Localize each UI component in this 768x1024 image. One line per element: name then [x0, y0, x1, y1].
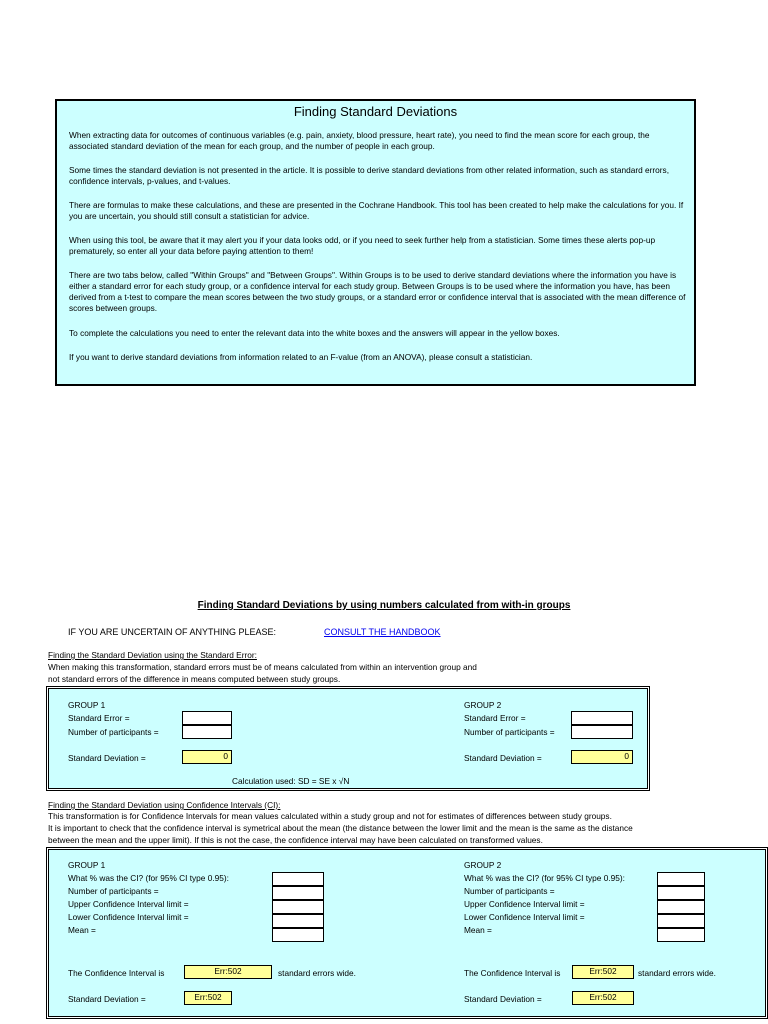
group2-title: GROUP 2	[464, 860, 502, 870]
intro-paragraph: Some times the standard deviation is not presented in the article. It is possible to derive standard deviations from other related information, such as standard errors, confidence intervals, p-values, and t-values.	[69, 165, 669, 186]
intro-title: Finding Standard Deviations	[293, 104, 458, 119]
group2-n-input[interactable]	[571, 725, 633, 739]
group2-ci-pct-input[interactable]	[657, 872, 705, 886]
group1-se-input[interactable]	[182, 711, 232, 725]
upper-ci-label: Upper Confidence Interval limit =	[464, 899, 585, 909]
group2-sd-output: Err:502	[572, 991, 634, 1005]
upper-ci-label: Upper Confidence Interval limit =	[68, 899, 189, 909]
sd-label: Standard Deviation =	[464, 994, 542, 1004]
group2-se-input[interactable]	[571, 711, 633, 725]
ci-width-suffix: standard errors wide.	[278, 968, 356, 978]
ci-note: It is important to check that the confidence interval is symetrical about the mean (the distance between the lower limit and the mean is the same as the distance	[48, 823, 633, 833]
intro-paragraph: If you want to derive standard deviations from information related to an F-value (from an ANOVA), please consult a statistician.	[69, 352, 533, 362]
ci-panel	[48, 849, 766, 1017]
sd-label: Standard Deviation =	[68, 994, 146, 1004]
sd-label: Standard Deviation =	[464, 753, 542, 763]
group2-sd-output: 0	[571, 750, 633, 764]
handbook-link[interactable]: CONSULT THE HANDBOOK	[324, 627, 441, 637]
n-label: Number of participants =	[464, 727, 555, 737]
group1-sd-output: 0	[182, 750, 232, 764]
se-label: Standard Error =	[68, 713, 130, 723]
group1-n-input[interactable]	[182, 725, 232, 739]
se-heading: Finding the Standard Deviation using the Standard Error:	[48, 650, 257, 660]
uncertain-text: IF YOU ARE UNCERTAIN OF ANYTHING PLEASE:	[68, 627, 277, 637]
group1-ci-width-output: Err:502	[184, 965, 272, 979]
ci-note: This transformation is for Confidence Intervals for mean values calculated within a study group and not for estimates of differences between study groups.	[48, 811, 612, 821]
group2-lower-input[interactable]	[657, 914, 705, 928]
intro-paragraph: When extracting data for outcomes of continuous variables (e.g. pain, anxiety, blood pressure, heart rate), you need to find the mean score for each group, the associated standard deviation of the mean for each group, and the number of people in each group.	[69, 130, 650, 151]
group1-title: GROUP 1	[68, 700, 106, 710]
group2-title: GROUP 2	[464, 700, 502, 710]
n-label: Number of participants =	[68, 727, 159, 737]
group1-mean-input[interactable]	[272, 928, 324, 942]
group2-mean-input[interactable]	[657, 928, 705, 942]
lower-ci-label: Lower Confidence Interval limit =	[464, 912, 585, 922]
ci-heading: Finding the Standard Deviation using Confidence Intervals (CI):	[48, 800, 281, 810]
lower-ci-label: Lower Confidence Interval limit =	[68, 912, 189, 922]
group1-upper-input[interactable]	[272, 900, 324, 914]
n-label: Number of participants =	[464, 886, 555, 896]
group1-sd-output: Err:502	[184, 991, 232, 1005]
group1-n-input[interactable]	[272, 886, 324, 900]
intro-paragraph: When using this tool, be aware that it may alert you if your data looks odd, or if you need to seek further help from a statistician. Some times these alerts pop-up prematurely, so enter all your data before paying attention to them!	[69, 235, 656, 256]
ci-note: between the mean and the upper limit). If this is not the case, the confidence interval may have been calculated on transformed values.	[48, 835, 543, 845]
group2-n-input[interactable]	[657, 886, 705, 900]
group2-ci-width-output: Err:502	[572, 965, 634, 979]
se-note: not standard errors of the difference in means computed between study groups.	[48, 674, 341, 684]
sd-label: Standard Deviation =	[68, 753, 146, 763]
intro-panel	[55, 99, 696, 386]
calculation-formula: Calculation used: SD = SE x √N	[232, 776, 350, 786]
intro-paragraph: There are two tabs below, called "Within Groups" and "Between Groups". Within Groups is to be used to derive standard deviations where the information you have is either a standard error for each study group, or a confidence interval for each study group. Between Groups is to be used where the information you have, has been derived from a t-test to compare the mean scores between the two study groups, or a standard error or confidence interval that is associated with the mean difference of scores between groups.	[69, 270, 686, 313]
n-label: Number of participants =	[68, 886, 159, 896]
mean-label: Mean =	[464, 925, 492, 935]
group1-ci-pct-input[interactable]	[272, 872, 324, 886]
group1-title: GROUP 1	[68, 860, 106, 870]
ci-width-label: The Confidence Interval is	[464, 968, 561, 978]
section-title: Finding Standard Deviations by using numbers calculated from with-in groups	[197, 600, 571, 611]
se-label: Standard Error =	[464, 713, 526, 723]
ci-width-label: The Confidence Interval is	[68, 968, 165, 978]
intro-paragraph: To complete the calculations you need to enter the relevant data into the white boxes and the answers will appear in the yellow boxes.	[69, 328, 560, 338]
group2-upper-input[interactable]	[657, 900, 705, 914]
group1-lower-input[interactable]	[272, 914, 324, 928]
se-note: When making this transformation, standard errors must be of means calculated from within an intervention group and	[48, 662, 477, 672]
mean-label: Mean =	[68, 925, 96, 935]
ci-width-suffix: standard errors wide.	[638, 968, 716, 978]
ci-pct-label: What % was the CI? (for 95% CI type 0.95):	[464, 873, 625, 883]
ci-pct-label: What % was the CI? (for 95% CI type 0.95):	[68, 873, 229, 883]
intro-paragraph: There are formulas to make these calculations, and these are presented in the Cochrane Handbook. This tool has been created to help make the calculations for you. If you are uncertain, you should still consult a statistician for advice.	[69, 200, 684, 221]
se-panel	[48, 688, 648, 789]
